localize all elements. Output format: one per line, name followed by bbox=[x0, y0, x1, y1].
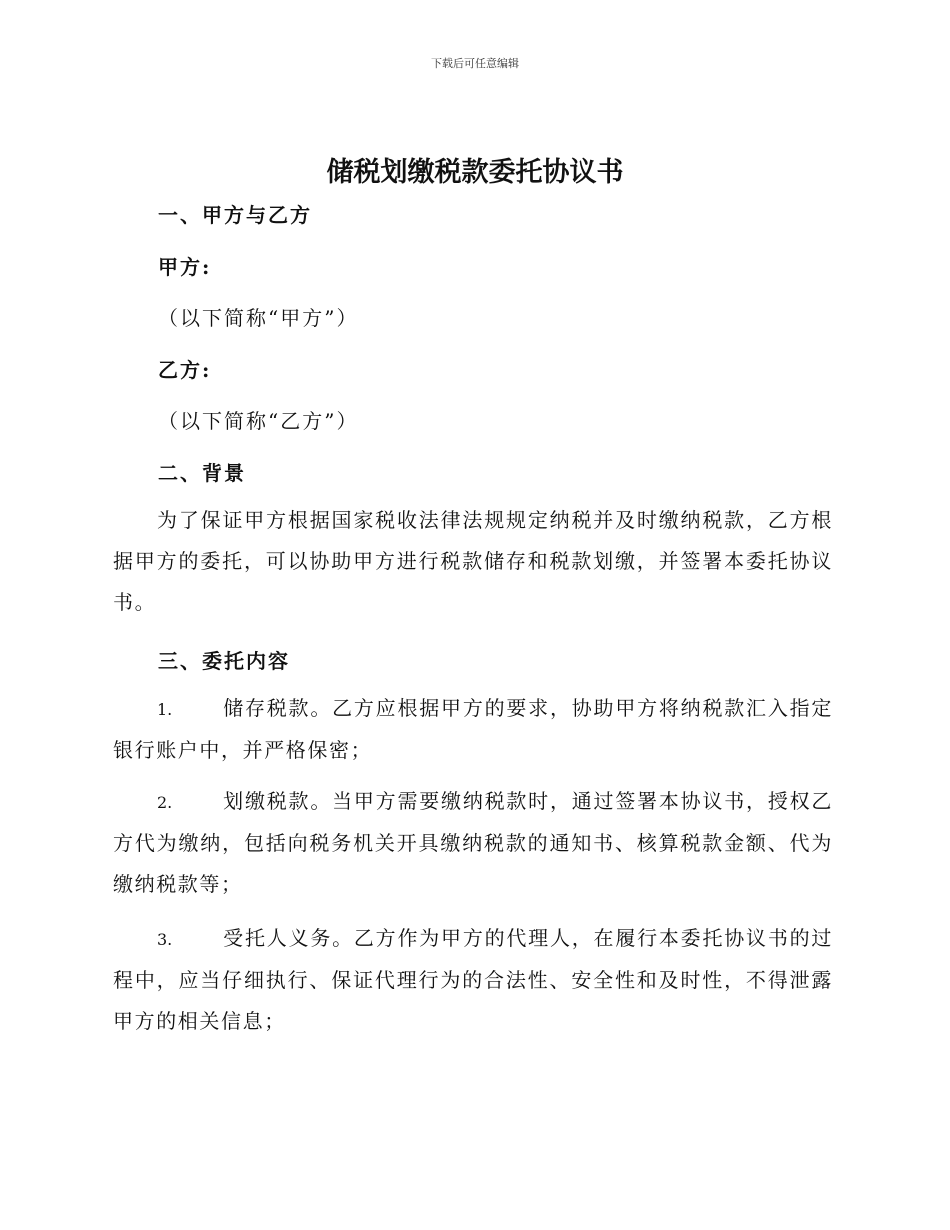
item-number: 3. bbox=[157, 930, 173, 949]
party-b-label: 乙方: bbox=[158, 358, 212, 382]
item-number: 1. bbox=[157, 700, 173, 719]
party-b-alias: （以下简称“乙方”） bbox=[158, 409, 359, 433]
item-text: 储存税款。乙方应根据甲方的要求，协助甲方将纳税款汇入指定银行账户中，并严格保密； bbox=[113, 696, 833, 762]
item-number: 2. bbox=[157, 793, 173, 812]
document-title: 储税划缴税款委托协议书 bbox=[326, 157, 624, 188]
background-paragraph: 为了保证甲方根据国家税收法律法规规定纳税并及时缴纳税款，乙方根据甲方的委托，可以协助甲方进行税款储存和税款划缴，并签署本委托协议书。 bbox=[113, 508, 833, 614]
section-heading-background: 二、背景 bbox=[158, 461, 246, 485]
content-item-1 bbox=[113, 688, 833, 771]
header-note: 下载后可任意编辑 bbox=[431, 57, 519, 70]
party-a-alias: （以下简称“甲方”） bbox=[158, 306, 359, 330]
party-a-label: 甲方: bbox=[158, 255, 212, 279]
item-text: 划缴税款。当甲方需要缴纳税款时，通过签署本协议书，授权乙方代为缴纳，包括向税务机关开具缴纳税款的通知书、核算税款金额、代为缴纳税款等； bbox=[113, 789, 833, 896]
content-item-2 bbox=[113, 781, 833, 905]
content-item-3 bbox=[113, 918, 833, 1042]
section-heading-parties: 一、甲方与乙方 bbox=[158, 203, 312, 227]
section-heading-content: 三、委托内容 bbox=[158, 649, 290, 673]
item-text: 受托人义务。乙方作为甲方的代理人，在履行本委托协议书的过程中，应当仔细执行、保证代理行为的合法性、安全性和及时性，不得泄露甲方的相关信息； bbox=[113, 926, 833, 1033]
